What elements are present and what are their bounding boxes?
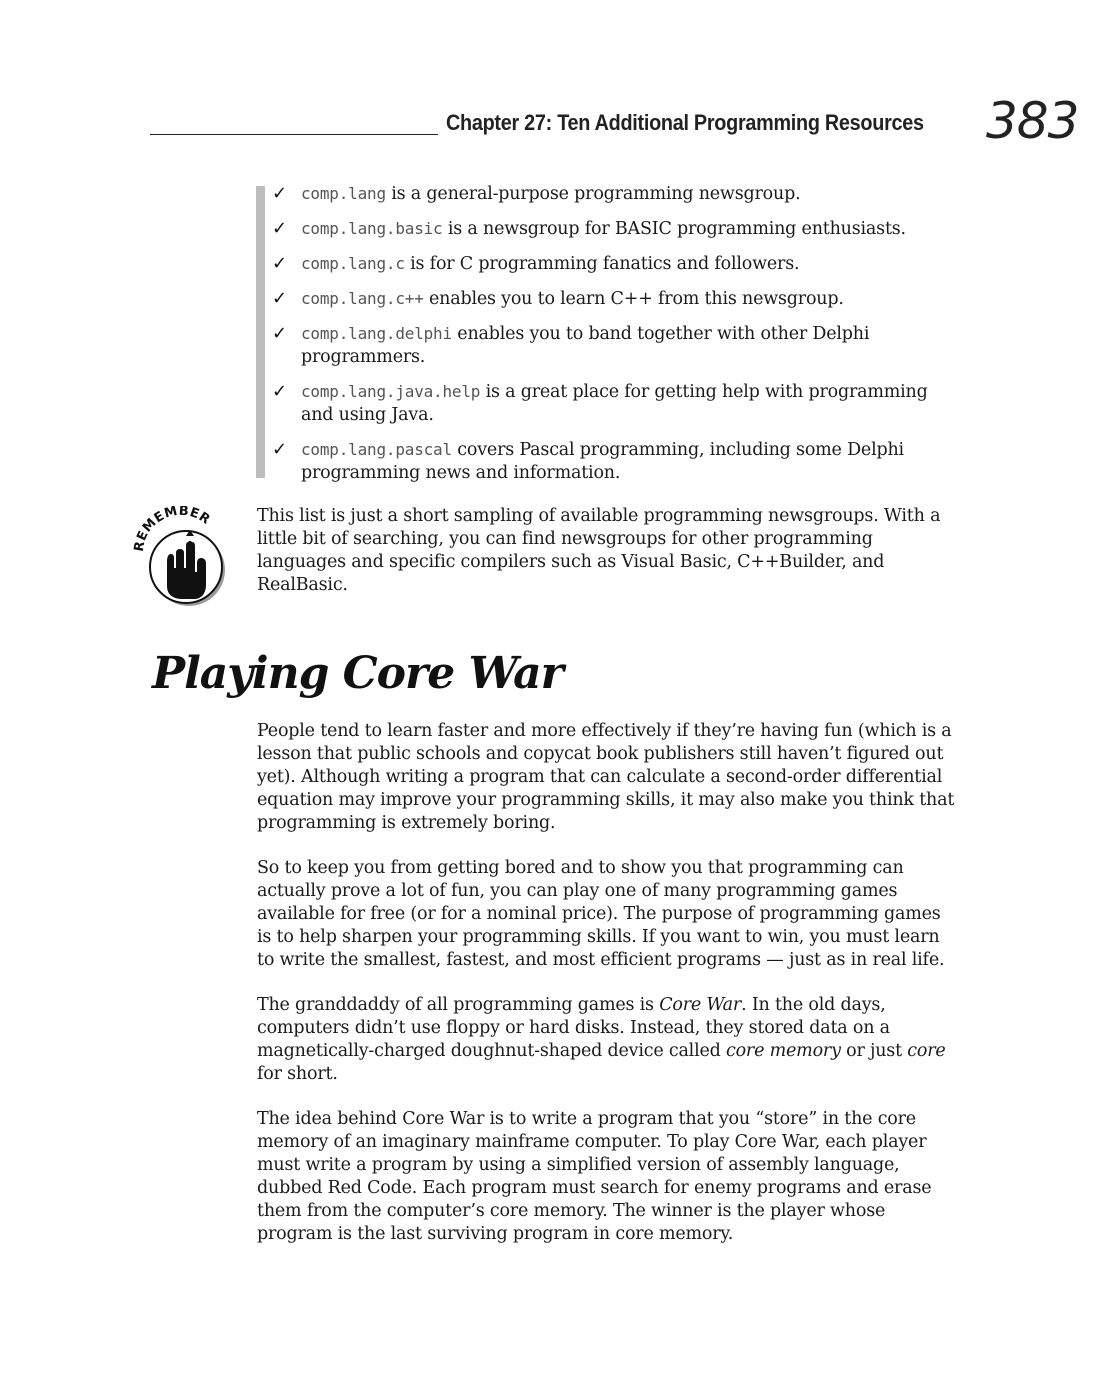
list-item xyxy=(272,182,962,206)
list-item xyxy=(272,322,962,369)
emphasis-core: core xyxy=(907,1041,946,1061)
chapter-title: Chapter 27: Ten Additional Programming Resources xyxy=(446,110,924,135)
paragraph-text: . In the old days, computers didn’t use floppy or hard disks. Instead, they stored data on a magnetically-charged doughnut-shaped device called xyxy=(257,995,890,1061)
newsgroup-name: comp.lang.c xyxy=(301,254,405,273)
paragraph-text: The granddaddy of all programming games is xyxy=(257,995,660,1015)
list-item xyxy=(272,287,962,311)
newsgroup-description: is a general-purpose programming newsgroup. xyxy=(385,184,801,204)
check-icon: ✓ xyxy=(272,288,287,309)
paragraph-text: for short. xyxy=(257,1064,338,1084)
check-icon: ✓ xyxy=(272,381,287,402)
remember-icon xyxy=(131,506,231,606)
newsgroup-description: is for C programming fanatics and followers. xyxy=(404,254,800,274)
newsgroup-name: comp.lang.pascal xyxy=(301,440,452,459)
newsgroup-name: comp.lang.delphi xyxy=(301,324,452,343)
check-icon: ✓ xyxy=(272,218,287,239)
newsgroup-name: comp.lang.java.help xyxy=(301,382,481,401)
list-item xyxy=(272,380,962,427)
list-item xyxy=(272,252,962,276)
list-item xyxy=(272,217,962,241)
newsgroup-name: comp.lang xyxy=(301,184,386,203)
check-icon: ✓ xyxy=(272,183,287,204)
paragraph-text: or just xyxy=(840,1041,908,1061)
newsgroup-description: is a great place for getting help with programming and using Java. xyxy=(301,382,928,425)
newsgroup-description: enables you to band together with other Delphi programmers. xyxy=(301,324,870,367)
section-heading: Playing Core War xyxy=(152,648,563,699)
section-body xyxy=(257,720,959,1268)
header-rule xyxy=(150,134,438,135)
newsgroup-list xyxy=(272,182,962,496)
list-sidebar-bar xyxy=(256,186,265,478)
remember-icon-label: REMEMBER xyxy=(131,506,213,553)
newsgroup-description: covers Pascal programming, including some Delphi programming news and information. xyxy=(301,440,904,483)
paragraph: So to keep you from getting bored and to show you that programming can actually prove a lot of fun, you can play one of many programming games available for free (or for a nominal price). The purpose of programming games is to help sharpen your programming skills. If you want to win, you must learn to write the smallest, fastest, and most efficient programs — just as in real life. xyxy=(257,858,945,970)
check-icon: ✓ xyxy=(272,323,287,344)
newsgroup-description: is a newsgroup for BASIC programming enthusiasts. xyxy=(442,219,906,239)
emphasis-core-war: Core War xyxy=(659,995,742,1015)
page-number: 383 xyxy=(986,92,1079,150)
newsgroup-name: comp.lang.basic xyxy=(301,219,443,238)
paragraph: The idea behind Core War is to write a program that you “store” in the core memory of an imaginary mainframe computer. To play Core War, each player must write a program by using a simplified version of assembly language, dubbed Red Code. Each program must search for enemy programs and erase them from the computer’s core memory. The winner is the player whose program is the last surviving program in core memory. xyxy=(257,1109,932,1244)
emphasis-core-memory: core memory xyxy=(726,1041,841,1061)
remember-note: This list is just a short sampling of available programming newsgroups. With a little bit of searching, you can find newsgroups for other programming languages and specific compilers such as Visual Basic, C++Builder, and RealBasic. xyxy=(257,506,941,595)
check-icon: ✓ xyxy=(272,253,287,274)
paragraph xyxy=(257,994,959,1086)
newsgroup-description: enables you to learn C++ from this newsgroup. xyxy=(423,289,844,309)
check-icon: ✓ xyxy=(272,439,287,460)
list-item xyxy=(272,438,962,485)
paragraph: People tend to learn faster and more effectively if they’re having fun (which is a lesson that public schools and copycat book publishers still haven’t figured out yet). Although writing a program that can calculate a second-order differential equation may improve your programming skills, it may also make you think that programming is extremely boring. xyxy=(257,721,955,833)
newsgroup-name: comp.lang.c++ xyxy=(301,289,424,308)
